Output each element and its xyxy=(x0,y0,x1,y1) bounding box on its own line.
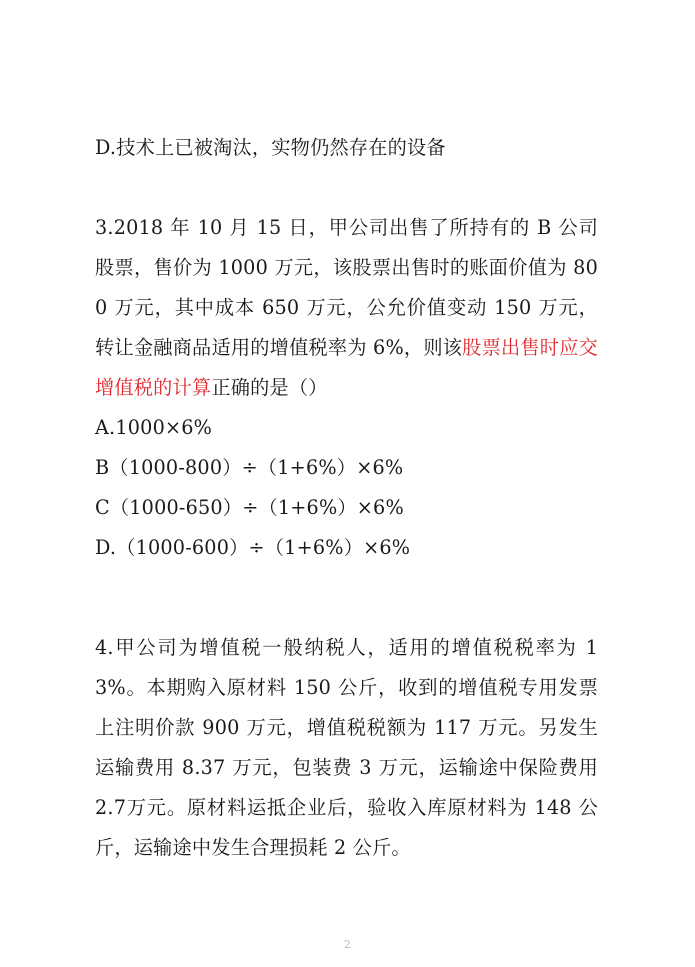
question-3-option-c: C（1000-650）÷（1+6%）×6% xyxy=(95,496,404,519)
previous-question-option-d: D.技术上已被淘汰，实物仍然存在的设备 xyxy=(95,136,446,159)
question-3-option-a: A.1000×6% xyxy=(95,416,213,439)
question-4-stem: 4.甲公司为增值税一般纳税人，适用的增值税税率为 13%。本期购入原材料 150 公斤，收到的增值税专用发票上注明价款 900 万元，增值税税额为 117 万元。另发生运输费用 8.37 万元，包装费 3 万元，运输途中保险费用 2.7万元。原材料运抵企业后，验收入库原材料为 148 公斤，运输途中发生合理损耗 2 公斤。 xyxy=(95,636,598,859)
paragraph-gap xyxy=(95,568,598,608)
document-body xyxy=(95,128,598,868)
question-3-option-b: B（1000-800）÷（1+6%）×6% xyxy=(95,456,404,479)
question-3-highlighted-phrase: 股票出售时应交增值税的计算 xyxy=(95,336,598,399)
paragraph-gap xyxy=(95,168,598,208)
question-3-stem-text-before-highlight: 3.2018 年 10 月 15 日，甲公司出售了所持有的 B 公司股票，售价为 1000 万元，该股票出售时的账面价值为 800 万元，其中成本 650 万元，公允价值变动 150 万元，转让金融商品适用的增值税率为 6%，则该 xyxy=(95,216,598,359)
question-3-stem xyxy=(95,208,598,408)
page-number: 2 xyxy=(343,938,352,951)
paragraph-gap xyxy=(95,608,598,628)
question-3-stem-text-after-highlight: 正确的是（） xyxy=(211,376,328,399)
question-3-option-d: D.（1000-600）÷（1+6%）×6% xyxy=(95,536,411,559)
